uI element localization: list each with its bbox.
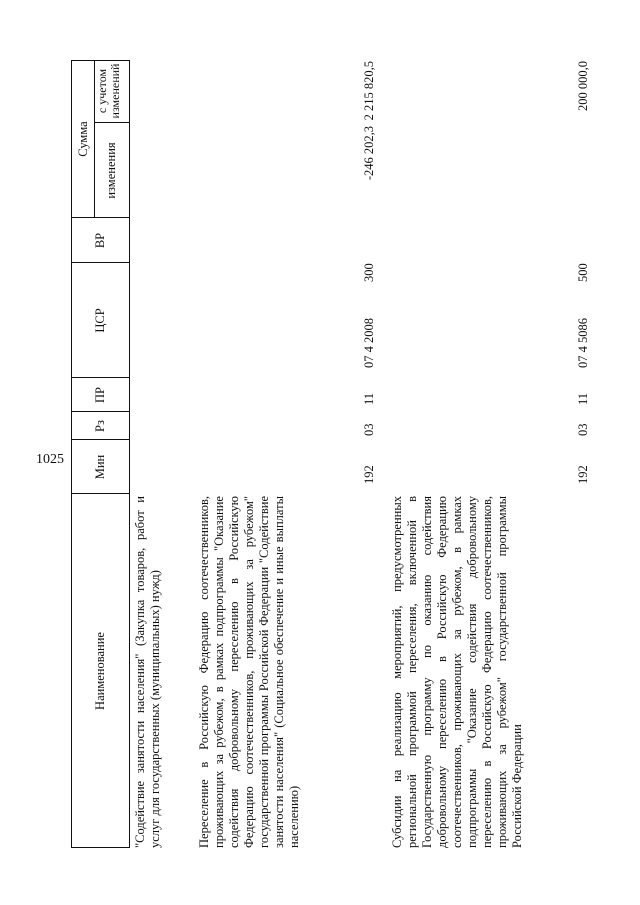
rotated-table bbox=[66, 58, 603, 848]
header-sum: Сумма bbox=[76, 121, 90, 157]
row-2-name: Переселение в Российскую Федерацию соотечественников, проживающих за рубежом, в рамках подпрограммы "Оказание содействия добровольному переселению в Российскую Федерацию соотечественников, проживающих за рубежом" государственной программы Российской Федерации "Содействие занятости населения" (Социальное обеспечение и иные выплаты населению) bbox=[197, 496, 301, 848]
header-vr: ВР bbox=[93, 232, 107, 249]
row-3-csr: 07 4 5086 bbox=[576, 318, 590, 368]
row-3-vr: 500 bbox=[576, 263, 590, 282]
header-csr: ЦСР bbox=[93, 308, 107, 333]
row-3-rz: 03 bbox=[576, 423, 590, 436]
row-3-total: 200 000,0 bbox=[576, 61, 590, 111]
row-2-change: -246 202,3 bbox=[362, 126, 376, 181]
header-rz: Рз bbox=[93, 420, 107, 432]
row-2-total: 2 215 820,5 bbox=[362, 61, 376, 121]
header-bottom-border bbox=[129, 60, 130, 848]
row-2-min: 192 bbox=[362, 465, 376, 484]
page-number: 1025 bbox=[36, 452, 64, 467]
row-2-csr: 07 4 2008 bbox=[362, 318, 376, 368]
row-2-rz: 03 bbox=[362, 423, 376, 436]
header-top-border bbox=[71, 60, 72, 848]
header-name: Наименование bbox=[93, 632, 107, 710]
header-min: Мин bbox=[93, 454, 107, 480]
row-1-name: "Содействие занятости населения" (Закупка товаров, работ и услуг для государственных (муниципальных) нужд) bbox=[133, 496, 162, 848]
header-with-changes: с учетом изменений bbox=[95, 63, 122, 119]
row-2-pr: 11 bbox=[362, 392, 376, 405]
header-pr: ПР bbox=[93, 387, 107, 403]
row-3-min: 192 bbox=[576, 465, 590, 484]
row-3-name: Субсидии на реализацию мероприятий, предусмотренных региональной программой переселения, включенной в Государственную программу по оказанию содействия добровольному переселению в Российскую Федерацию соотечественников, проживающих за рубежом, в рамках подпрограммы "Оказание содействия добровольному переселению в Российскую Федерацию соотечественников, проживающих за рубежом" государственной программы Российской Федерации bbox=[390, 496, 524, 848]
row-2-vr: 300 bbox=[362, 263, 376, 282]
row-3-pr: 11 bbox=[576, 392, 590, 405]
header-changes: изменения bbox=[104, 142, 118, 199]
